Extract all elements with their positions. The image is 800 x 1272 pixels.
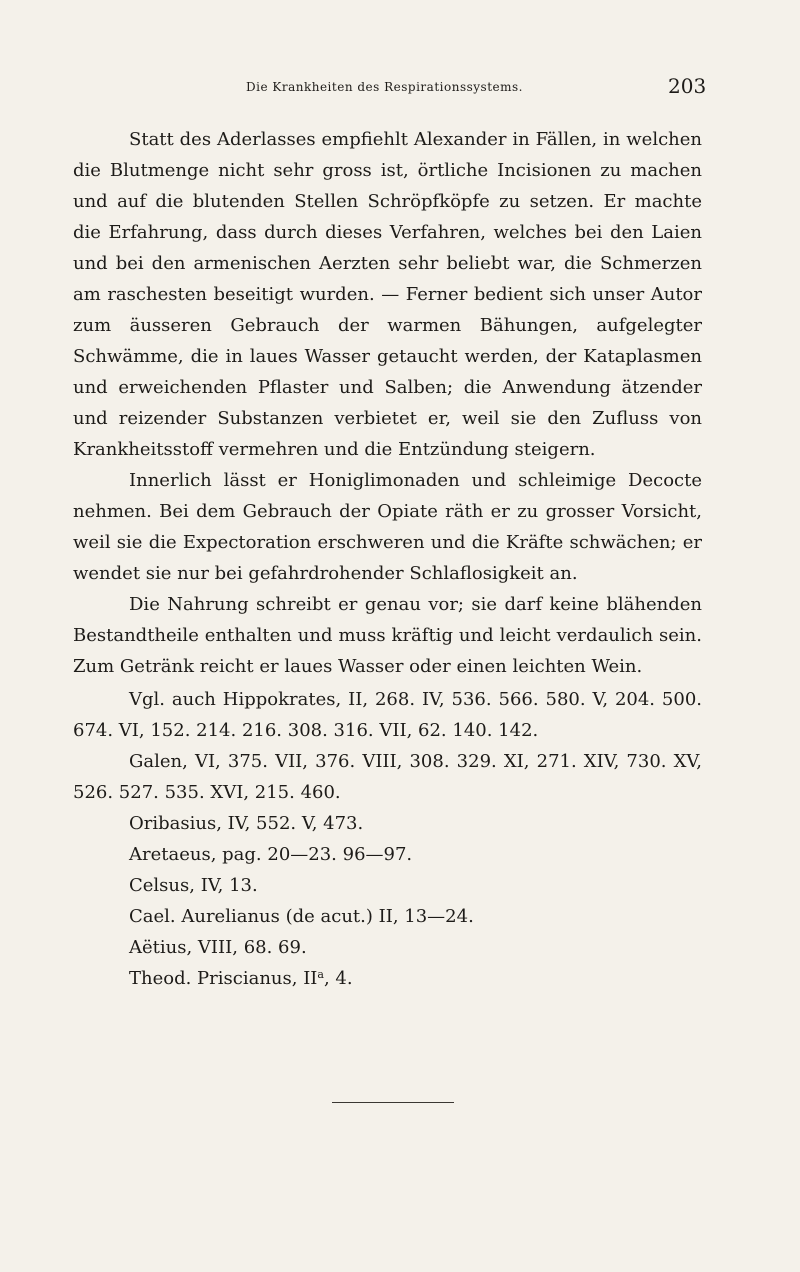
reference-aetius: Aëtius, VIII, 68. 69. xyxy=(129,937,307,958)
reference-theodorus-main: Theod. Priscianus, II xyxy=(129,968,318,989)
paragraph-innerlich: Innerlich lässt er Honiglimonaden und schleimige Decocte nehmen. Bei dem Gebrauch der Opiate räth er zu grosser Vorsicht, weil sie die Expectoration erschweren und die Kräfte schwächen; er wendet sie nur bei gefahrdrohender Schlaflosigkeit an. xyxy=(73,470,702,584)
reference-caelius: Cael. Aurelianus (de acut.) II, 13—24. xyxy=(129,906,474,927)
running-head: Die Krankheiten des Respirationssystems. xyxy=(246,80,523,94)
reference-theodorus-tail: , 4. xyxy=(323,968,353,989)
page-number: 203 xyxy=(668,74,707,98)
reference-celsus: Celsus, IV, 13. xyxy=(129,875,258,896)
reference-oribasius: Oribasius, IV, 552. V, 473. xyxy=(129,813,364,834)
paragraph-nahrung: Die Nahrung schreibt er genau vor; sie darf keine blähenden Bestandtheile enthalten und muss kräftig und leicht verdaulich sein. Zum Getränk reicht er laues Wasser oder einen leichten Wein. xyxy=(73,594,702,677)
paragraph-aderlass: Statt des Aderlasses empfiehlt Alexander in Fällen, in welchen die Blutmenge nicht sehr gross ist, örtliche Incisionen zu machen und auf die blutenden Stellen Schröpfköpfe zu setzen. Er machte die Erfahrung, dass durch dieses Verfahren, welches bei den Laien und bei den armenischen Aerzten sehr beliebt war, die Schmerzen am raschesten beseitigt wurden. — Ferner bedient sich unser Autor zum äusseren Gebrauch der warmen Bähungen, aufgelegter Schwämme, die in laues Wasser getaucht werden, der Kataplasmen und erweichenden Pflaster und Salben; die Anwendung ätzender und reizender Substanzen verbietet er, weil sie den Zufluss von Krankheitsstoff vermehren und die Entzündung steigern. xyxy=(73,129,702,460)
page-body xyxy=(73,124,702,994)
references-list xyxy=(73,684,702,994)
reference-theodorus xyxy=(73,963,702,994)
section-divider-rule xyxy=(332,1102,454,1103)
reference-theodorus-superscript: a xyxy=(317,968,324,981)
reference-galen: Galen, VI, 375. VII, 376. VIII, 308. 329. XI, 271. XIV, 730. XV, 526. 527. 535. XVI, 215. 460. xyxy=(73,751,702,803)
page-header xyxy=(0,74,800,102)
reference-aretaeus: Aretaeus, pag. 20—23. 96—97. xyxy=(129,844,413,865)
reference-hippocrates: Vgl. auch Hippokrates, II, 268. IV, 536. 566. 580. V, 204. 500. 674. VI, 152. 214. 216. 308. 316. VII, 62. 140. 142. xyxy=(73,689,702,741)
